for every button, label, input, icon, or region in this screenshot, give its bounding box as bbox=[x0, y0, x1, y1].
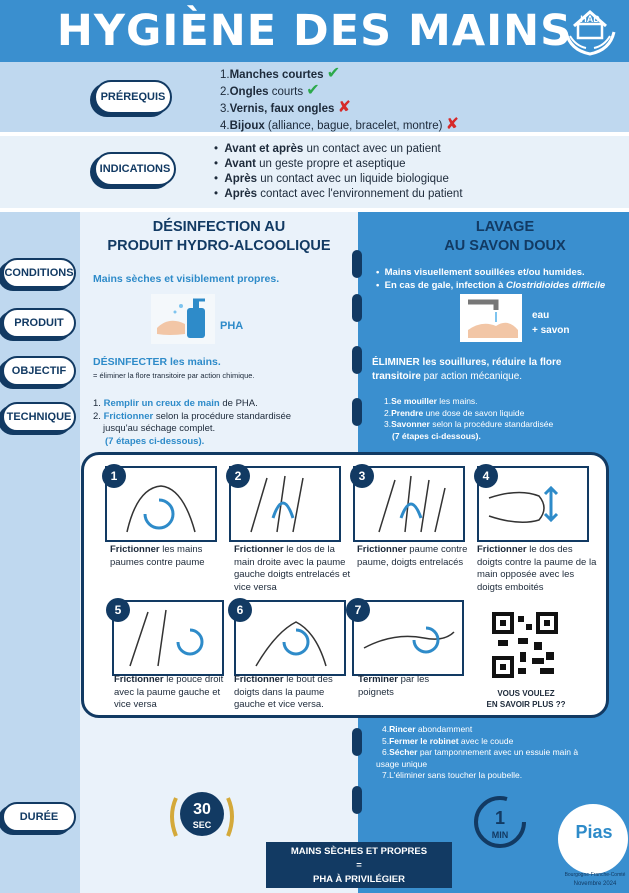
cross-icon: ✘ bbox=[337, 99, 352, 116]
page-title: HYGIÈNE DES MAINS bbox=[56, 6, 573, 56]
lavage-product: eau + savon bbox=[532, 310, 570, 336]
pha-dispenser-icon bbox=[151, 294, 215, 344]
cross-icon: ✘ bbox=[445, 116, 460, 133]
step-6-caption: Frictionner le bout des doigts dans la paume gauche et vice versa. bbox=[234, 674, 333, 710]
pha-technique: 1. Remplir un creux de main de PHA. 2. Frictionner selon la procédure standardisée jusqu'au séchage complet. (7 étapes ci-dessous). bbox=[93, 398, 292, 447]
column-separator bbox=[352, 786, 362, 814]
pill-technique: TECHNIQUE bbox=[2, 402, 76, 432]
column-separator bbox=[352, 398, 362, 426]
step-2-caption: Frictionner le dos de la main droite avec la paume gauche doigts entrelacés et vice versa bbox=[234, 544, 351, 593]
lavage-objective: ÉLIMINER les souillures, réduire la flore transitoire par action mécanique. bbox=[372, 357, 562, 382]
prerequis-list bbox=[220, 66, 459, 134]
indication-item: • Avant et après un contact avec un patient bbox=[214, 143, 441, 155]
pha-objective-note: = éliminer la flore transitoire par action chimique. bbox=[93, 371, 255, 380]
check-icon: ✔ bbox=[306, 82, 320, 99]
column-separator bbox=[352, 728, 362, 756]
step-7-number: 7 bbox=[346, 598, 370, 622]
had-badge-text: HAD bbox=[580, 14, 600, 24]
indications-list bbox=[214, 142, 463, 202]
pill-conditions: CONDITIONS bbox=[2, 258, 76, 288]
prerequis-item-1: 1.Manches courtes ✔ bbox=[220, 65, 341, 82]
indication-item: • Après contact avec l'environnement du patient bbox=[214, 188, 463, 200]
check-icon: ✔ bbox=[326, 65, 341, 82]
duration-1-number: 1 bbox=[494, 808, 506, 828]
indication-item: • Avant un geste propre et aseptique bbox=[214, 158, 406, 170]
pha-conditions: Mains sèches et visiblement propres. bbox=[93, 273, 280, 285]
step-1-number: 1 bbox=[102, 464, 126, 488]
column-separator bbox=[352, 346, 362, 374]
prerequis-item-2: 2.Ongles courts ✔ bbox=[220, 82, 320, 99]
pill-duree: DURÉE bbox=[2, 802, 76, 832]
hand-thumb-icon bbox=[114, 602, 222, 674]
duration-min-label: MIN bbox=[491, 830, 509, 840]
step-5-caption: Frictionner le pouce droit avec la paume gauche et vice versa bbox=[114, 674, 224, 710]
pha-title: DÉSINFECTION AU PRODUIT HYDRO-ALCOOLIQUE bbox=[107, 219, 331, 254]
duration-sec-label: SEC bbox=[192, 820, 212, 830]
pill-objectif: OBJECTIF bbox=[2, 356, 76, 386]
pill-prerequis: PRÉREQUIS bbox=[94, 80, 172, 114]
duration-30-number: 30 bbox=[193, 801, 211, 818]
pha-priority-banner: MAINS SÈCHES ET PROPRES = PHA À PRIVILÉGIER bbox=[266, 842, 452, 888]
step-4-caption: Frictionner le dos des doigts contre la paume de la main opposée avec les doigts emboités bbox=[477, 544, 597, 593]
hand-fingertips-icon bbox=[236, 602, 344, 674]
column-separator bbox=[352, 294, 362, 322]
step-6-number: 6 bbox=[228, 598, 252, 622]
prerequis-item-3: 3.Vernis, faux ongles ✘ bbox=[220, 99, 352, 116]
pill-indications: INDICATIONS bbox=[94, 152, 176, 186]
step-7-caption: Terminer par les poignets bbox=[358, 674, 430, 698]
step-1-caption: Frictionner les mains paumes contre paume bbox=[110, 544, 205, 568]
step-3-caption: Frictionner paume contre paume, doigts entrelacés bbox=[357, 544, 468, 568]
duration-30-sec-badge bbox=[166, 776, 238, 848]
qr-caption: VOUS VOULEZ EN SAVOIR PLUS ?? bbox=[486, 689, 566, 709]
lavage-conditions: • Mains visuellement souillées et/ou humides. • En cas de gale, infection à Clostridioides difficile bbox=[376, 267, 606, 291]
lavage-title: LAVAGE AU SAVON DOUX bbox=[444, 219, 566, 254]
step-3-number: 3 bbox=[350, 464, 374, 488]
step-2-number: 2 bbox=[226, 464, 250, 488]
lavage-technique-bottom: 4.Rincer abondamment 5.Fermer le robinet avec le coude 6.Sécher par tamponnement avec un essuie main à usage unique 7.L'éliminer sans toucher la poubelle. bbox=[376, 724, 579, 780]
pias-date: Novembre 2024 bbox=[573, 881, 617, 887]
indication-item: • Après un contact avec un liquide biologique bbox=[214, 173, 449, 185]
pias-region: Bourgogne-Franche-Comté bbox=[564, 872, 626, 878]
qr-code[interactable] bbox=[492, 612, 558, 678]
faucet-hands-icon bbox=[460, 294, 522, 342]
duration-1-min-badge bbox=[472, 794, 528, 850]
step-4-number: 4 bbox=[474, 464, 498, 488]
hand-wrist-icon bbox=[354, 602, 462, 674]
pill-produit: PRODUIT bbox=[2, 308, 76, 338]
column-separator bbox=[352, 250, 362, 278]
pha-product-label: PHA bbox=[220, 320, 244, 332]
pias-logo-text: Pias bbox=[575, 822, 613, 842]
lavage-technique-top: 1.Se mouiller les mains. 2.Prendre une dose de savon liquide 3.Savonner selon la procédure standardisée (7 étapes ci-dessous). bbox=[384, 396, 554, 441]
step-5-number: 5 bbox=[106, 598, 130, 622]
pha-objective: DÉSINFECTER les mains. bbox=[93, 356, 221, 368]
had-house-hands-icon bbox=[560, 2, 620, 60]
prerequis-item-4: 4.Bijoux (alliance, bague, bracelet, montre) ✘ bbox=[220, 116, 460, 133]
